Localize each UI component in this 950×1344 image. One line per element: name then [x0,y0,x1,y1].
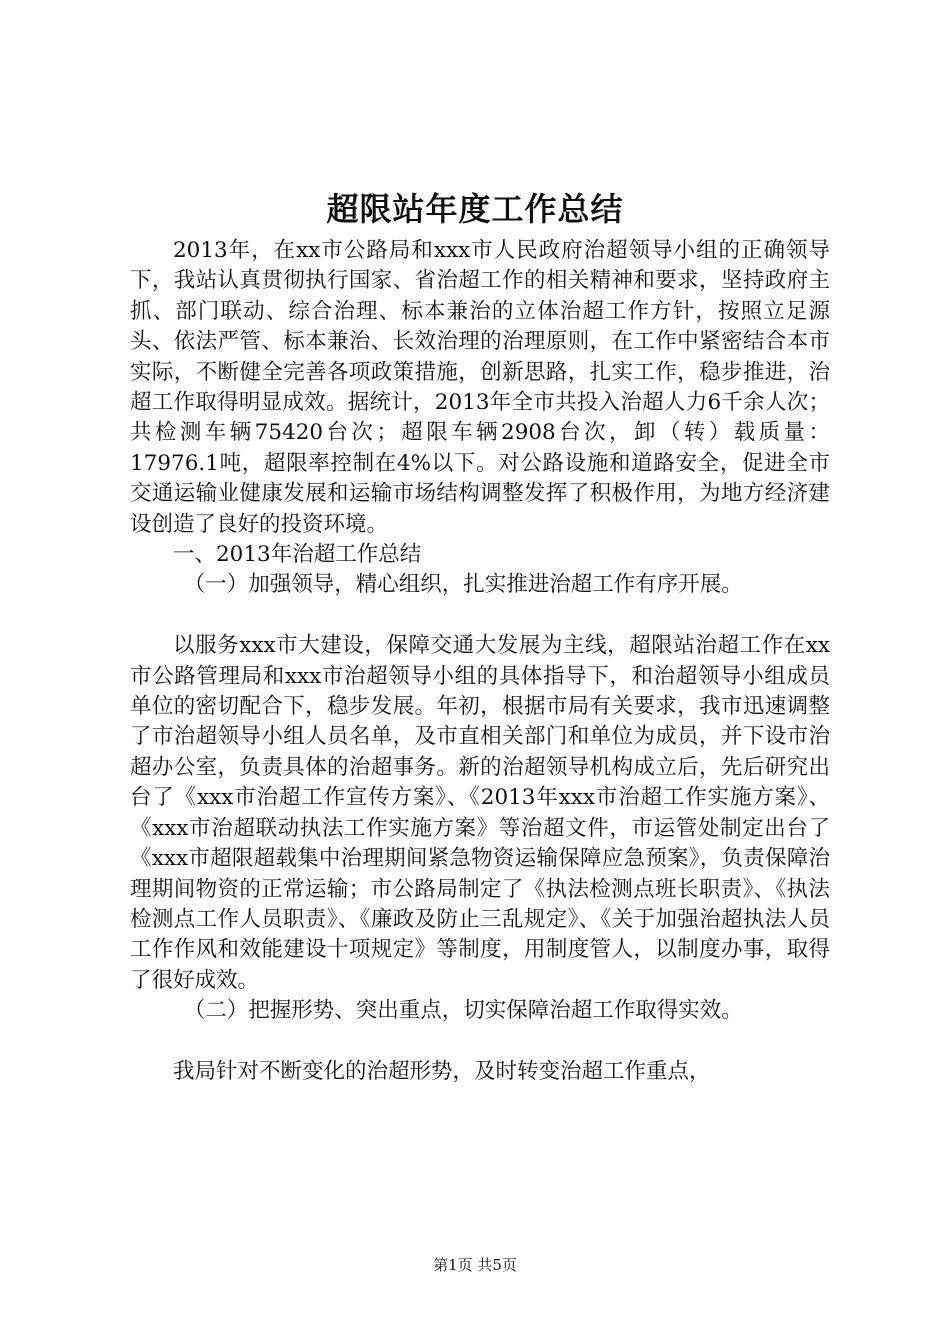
document-title: 超限站年度工作总结 [326,190,624,228]
page-number: 第1页 共5页 [433,1256,517,1274]
subsection-heading-1: （一）加强领导，精心组织，扎实推进治超工作有序开展。 [183,572,743,598]
document-body [130,236,830,1087]
subsection-heading-2: （二）把握形势、突出重点，切实保障治超工作取得实效。 [183,998,743,1024]
intro-paragraph: 2013年，在xx市公路局和xxx市人民政府治超领导小组的正确领导下，我站认真贯彻执行国家、省治超工作的相关精神和要求，坚持政府主抓、部门联动、综合治理、标本兼治的立体治超工作方针，按照立足源头、依法严管、标本兼治、长效治理的治理原则，在工作中紧密结合本市实际，不断健全完善各项政策措施，创新思路，扎实工作，稳步推进，治超工作取得明显成效。据统计，2013年全市共投入治超人力6千余人次；共检测车辆75420台次；超限车辆2908台次，卸（转）载质量：17976.1吨，超限率控制在4%以下。对公路设施和道路安全，促进全市交通运输业健康发展和运输市场结构调整发挥了积极作用，为地方经济建设创造了良好的投资环境。 [130,238,830,537]
subsection-paragraph-1: 以服务xxx市大建设，保障交通大发展为主线，超限站治超工作在xx市公路管理局和xxx市治超领导小组的具体指导下，和治超领导小组成员单位的密切配合下，稳步发展。年初，根据市局有关要求，我市迅速调整了市治超领导小组人员名单，及市直相关部门和单位为成员，并下设市治超办公室，负责具体的治超事务。新的治超领导机构成立后，先后研究出台了《xxx市治超工作宣传方案》、《2013年xxx市治超工作实施方案》、《xxx市治超联动执法工作实施方案》等治超文件，市运管处制定出台了《xxx市超限超载集中治理期间紧急物资运输保障应急预案》，负责保障治理期间物资的正常运输；市公路局制定了《执法检测点班长职责》、《执法检测点工作人员职责》、《廉政及防止三乱规定》、《关于加强治超执法人员工作作风和效能建设十项规定》等制度，用制度管人，以制度办事，取得了很好成效。 [130,633,830,993]
section-heading: 一、2013年治超工作总结 [173,542,422,568]
subsection-paragraph-2: 我局针对不断变化的治超形势，及时转变治超工作重点， [173,1058,711,1084]
